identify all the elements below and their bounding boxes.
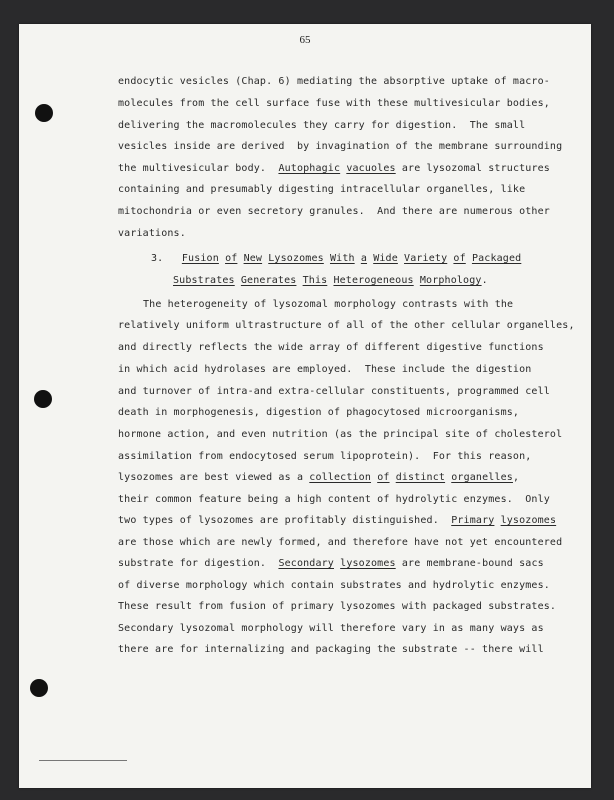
footer-rule xyxy=(39,760,127,761)
text-run: . xyxy=(481,275,488,286)
text-line xyxy=(118,364,531,375)
text-line xyxy=(118,494,550,505)
text-run: substrate for digestion. xyxy=(118,558,279,569)
binder-hole-top xyxy=(35,104,53,122)
text-line xyxy=(118,580,550,591)
underlined-term: of xyxy=(377,472,390,483)
text-line xyxy=(118,386,550,397)
text-run: are those which are newly formed, and therefore have not yet encountered xyxy=(118,537,563,548)
document-page xyxy=(19,24,591,788)
underlined-term: Secondary xyxy=(278,558,334,569)
text-line xyxy=(118,76,550,87)
text-run: delivering the macromolecules they carry for digestion. The small xyxy=(118,120,526,131)
text-run: there are for internalizing and packaging the substrate -- there will xyxy=(118,644,544,655)
underlined-term: Lysozomes xyxy=(268,253,324,264)
text-run: vesicles inside are derived by invagination of the membrane surrounding xyxy=(118,141,563,152)
text-line xyxy=(118,537,562,548)
text-line xyxy=(118,407,519,418)
underlined-term: of xyxy=(453,253,466,264)
text-run: and directly reflects the wide array of different digestive functions xyxy=(118,342,544,353)
page-number: 65 xyxy=(299,34,311,46)
text-run: lysozomes are best viewed as a xyxy=(118,472,310,483)
text-run: containing and presumably digesting intracellular organelles, like xyxy=(118,184,526,195)
binder-hole-bottom xyxy=(30,679,48,697)
underlined-term: Morphology xyxy=(419,275,482,286)
underlined-term: Primary xyxy=(451,515,495,526)
underlined-term: New xyxy=(243,253,263,264)
text-line xyxy=(173,275,488,286)
text-run: The heterogeneity of lysozomal morphology contrasts with the xyxy=(143,299,514,310)
text-run: Secondary lysozomal morphology will therefore vary in as many ways as xyxy=(118,623,544,634)
text-run: are lysozomal structures xyxy=(395,163,550,174)
text-line xyxy=(118,623,544,634)
text-line xyxy=(118,644,544,655)
text-run: endocytic vesicles (Chap. 6) mediating the absorptive uptake of macro- xyxy=(118,76,550,87)
text-run: , xyxy=(512,472,520,483)
underlined-term: lysozomes xyxy=(500,515,557,526)
underlined-term: Autophagic xyxy=(278,163,341,174)
text-run: are membrane-bound sacs xyxy=(395,558,544,569)
text-line xyxy=(118,206,550,217)
text-line xyxy=(118,429,562,440)
text-line xyxy=(118,558,544,569)
text-line xyxy=(118,120,525,131)
text-line xyxy=(151,253,521,264)
text-line xyxy=(118,141,562,152)
underlined-term: organelles xyxy=(451,472,513,483)
underlined-term: Fusion xyxy=(181,253,219,264)
text-line xyxy=(118,228,186,239)
text-line xyxy=(118,320,575,331)
binder-hole-middle xyxy=(34,390,52,408)
underlined-term: distinct xyxy=(395,472,446,483)
text-run: two types of lysozomes are profitably distinguished. xyxy=(118,515,452,526)
text-run: the multivesicular body. xyxy=(118,163,279,174)
text-run: death in morphogenesis, digestion of phagocytosed microorganisms, xyxy=(118,407,520,418)
text-line xyxy=(118,451,531,462)
underlined-term: lysozomes xyxy=(340,558,396,569)
text-line xyxy=(118,472,519,483)
underlined-term: With xyxy=(329,253,355,264)
text-run: 3. xyxy=(151,253,182,264)
text-run: variations. xyxy=(118,228,186,239)
text-run: of diverse morphology which contain substrates and hydrolytic enzymes. xyxy=(118,580,550,591)
text-run: relatively uniform ultrastructure of all of the other cellular organelles, xyxy=(118,320,575,331)
text-run: assimilation from endocytosed serum lipoprotein). For this reason, xyxy=(118,451,532,462)
text-run: in which acid hydrolases are employed. These include the digestion xyxy=(118,364,532,375)
text-run: and turnover of intra-and extra-cellular constituents, programmed cell xyxy=(118,386,550,397)
text-line xyxy=(118,601,556,612)
underlined-term: Wide xyxy=(373,253,398,264)
text-run: mitochondria or even secretory granules. And there are numerous other xyxy=(118,206,550,217)
text-run: hormone action, and even nutrition (as the principal site of cholesterol xyxy=(118,429,563,440)
underlined-term: Packaged xyxy=(471,253,522,264)
text-run: These result from fusion of primary lysozomes with packaged substrates. xyxy=(118,601,557,612)
underlined-term: collection xyxy=(309,472,372,483)
underlined-term: of xyxy=(225,253,238,264)
text-run: molecules from the cell surface fuse with these multivesicular bodies, xyxy=(118,98,550,109)
text-line xyxy=(118,98,550,109)
text-line xyxy=(118,184,525,195)
underlined-term: Variety xyxy=(404,253,448,264)
underlined-term: This xyxy=(302,275,328,286)
text-line xyxy=(118,515,556,526)
underlined-term: Generates xyxy=(240,275,297,286)
text-line xyxy=(143,299,513,310)
underlined-term: vacuoles xyxy=(346,163,396,174)
text-run: their common feature being a high content of hydrolytic enzymes. Only xyxy=(118,494,550,505)
text-line xyxy=(118,163,550,174)
underlined-term: Heterogeneous xyxy=(333,275,414,286)
underlined-term: a xyxy=(360,253,368,264)
text-line xyxy=(118,342,544,353)
underlined-term: Substrates xyxy=(173,275,235,286)
